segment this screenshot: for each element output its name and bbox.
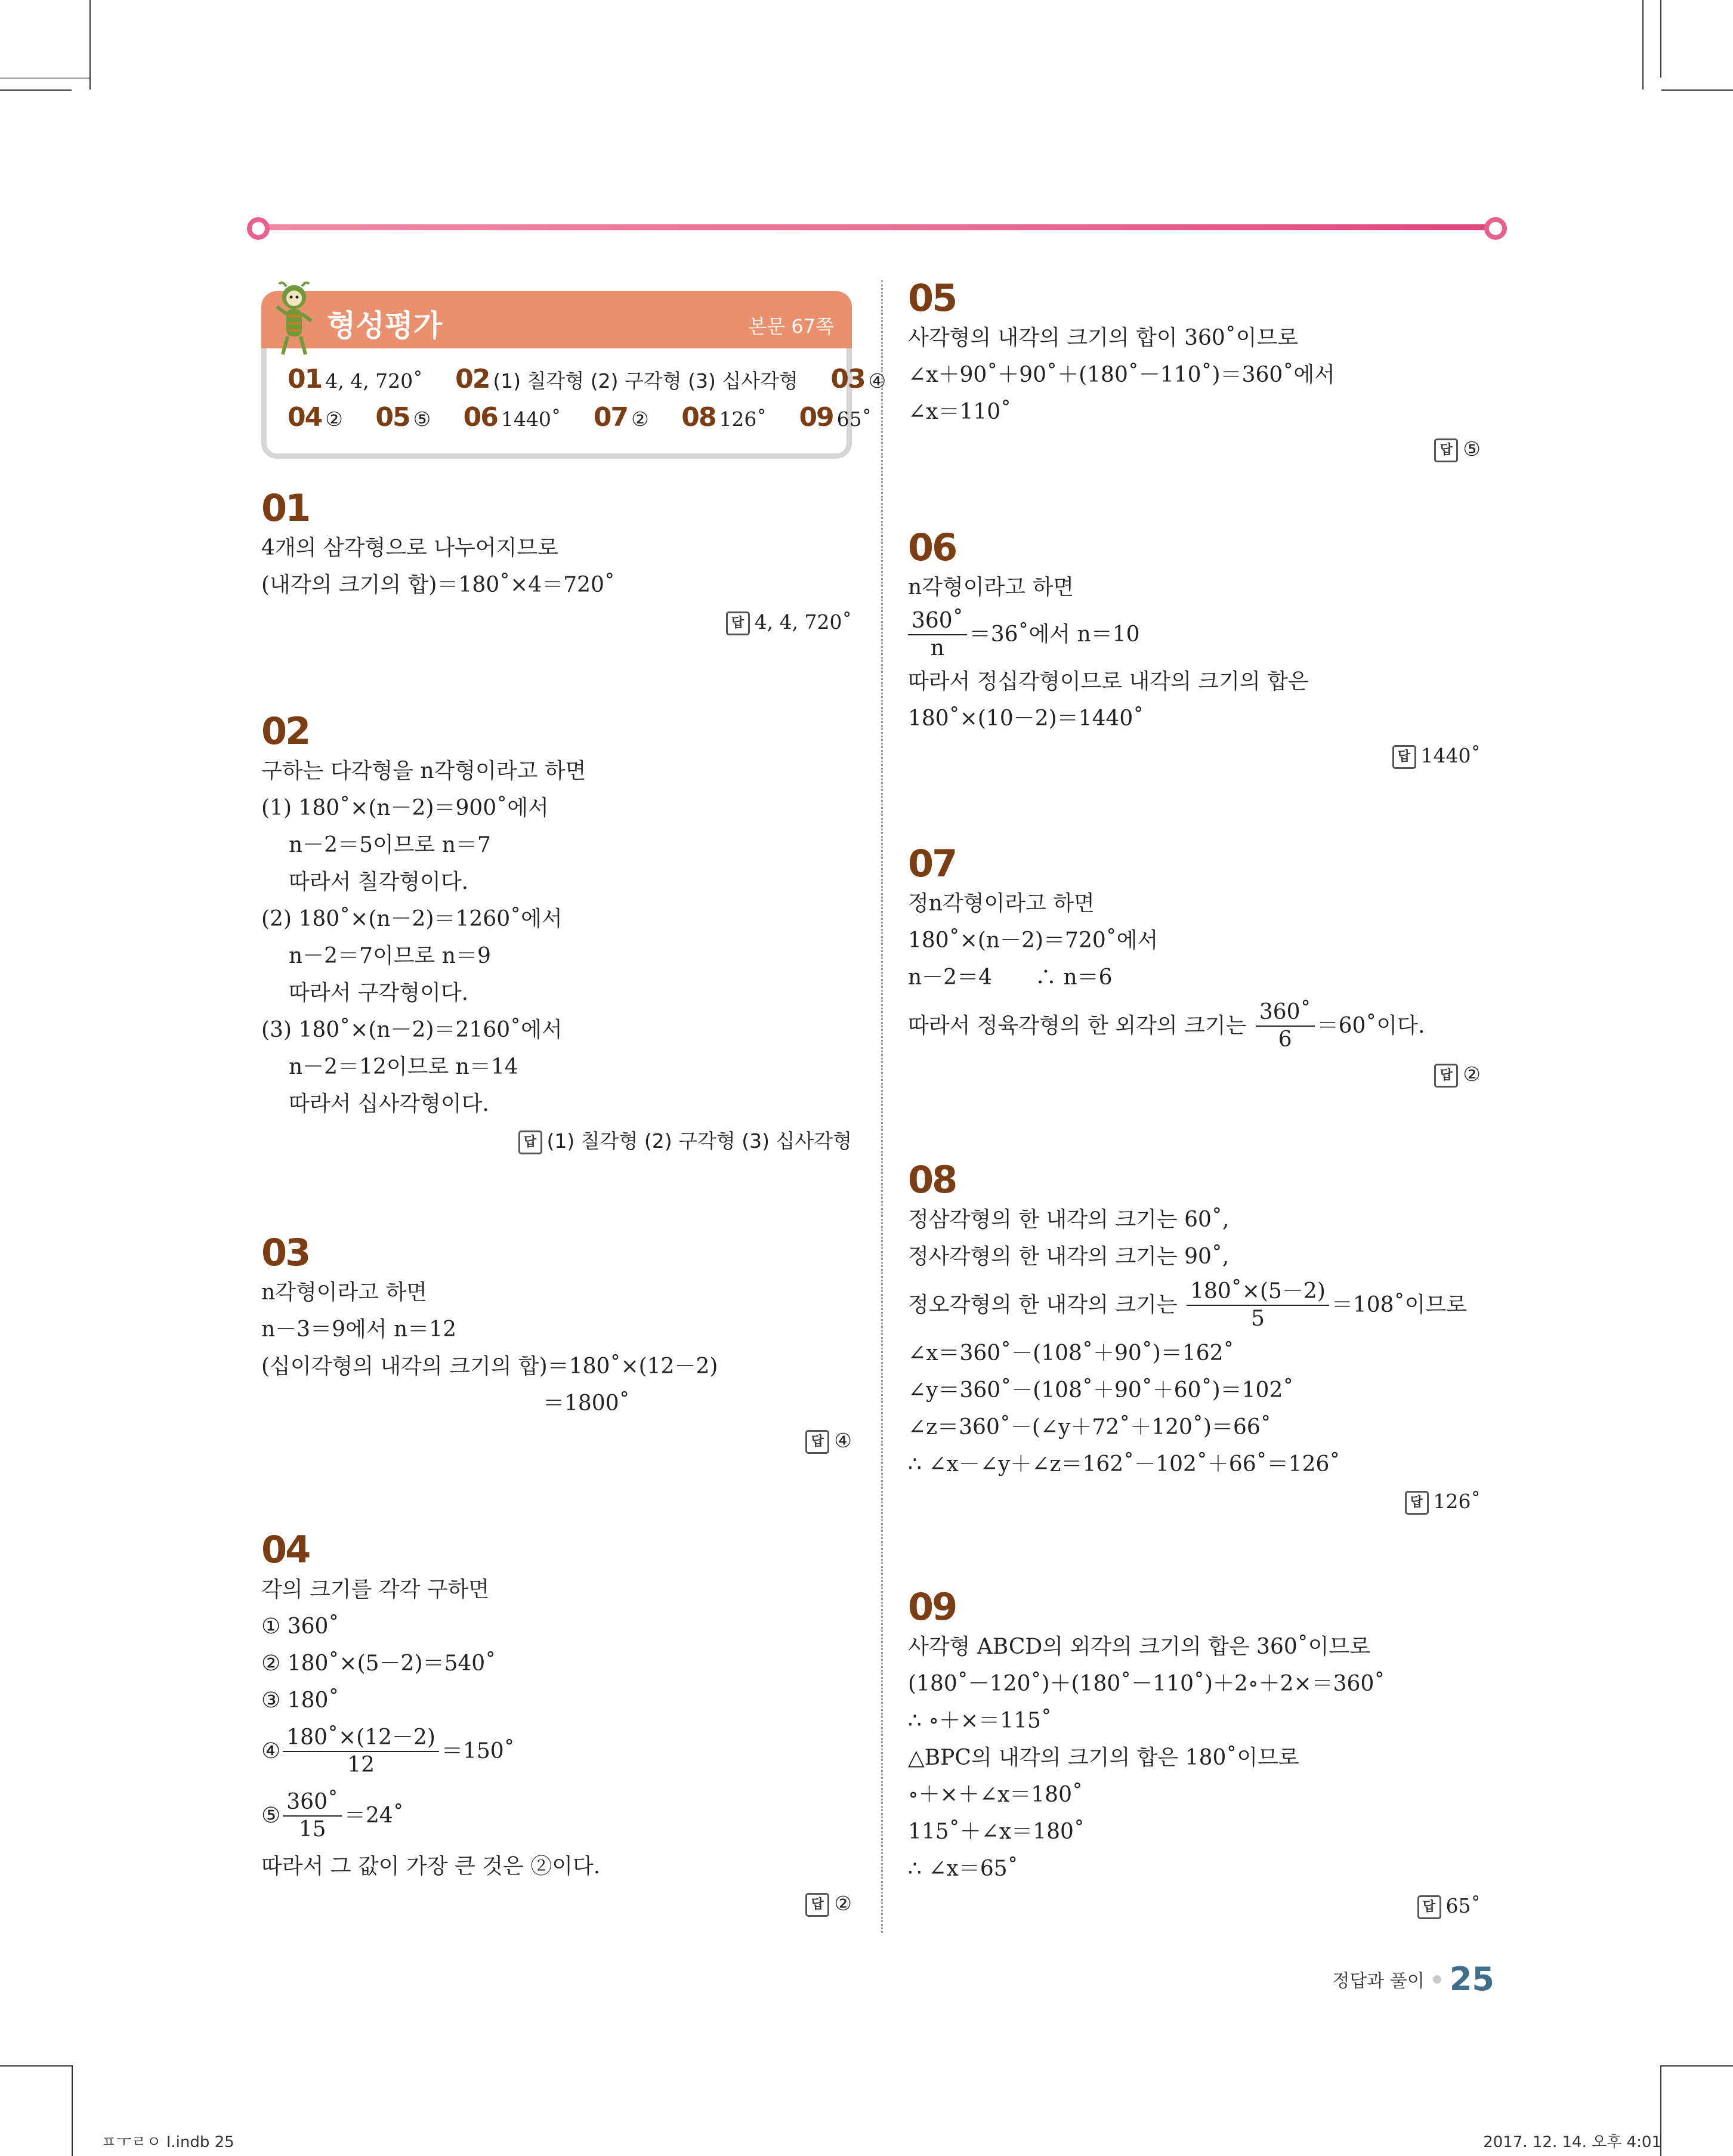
problem-number: 01 <box>261 486 310 530</box>
problem-01 <box>261 487 852 641</box>
solution-line: ∠x＋90˚＋90˚＋(180˚－110˚)＝360˚에서 <box>908 363 1335 387</box>
crop-mark <box>89 0 91 89</box>
solution-line: 정삼각형의 한 내각의 크기는 60˚, <box>908 1207 1230 1232</box>
answer: 답 126˚ <box>908 1483 1481 1520</box>
solution-line: (십이각형의 내각의 크기의 합)＝180˚×(12－2) <box>261 1354 718 1379</box>
bullet-icon <box>1433 1975 1441 1984</box>
answer: 답 65˚ <box>908 1888 1481 1925</box>
summary-box <box>261 291 886 465</box>
problem-number: 09 <box>908 1585 956 1629</box>
answer-mark-icon: 답 <box>726 611 750 635</box>
problem-number: 03 <box>261 1231 310 1274</box>
solution-line: ④ $\frac{180˚\times(12-2)}{12}$ ＝150˚ <box>261 1725 515 1777</box>
answer-mark-icon: 답 <box>1392 745 1416 769</box>
answer-mark-icon: 답 <box>805 1430 829 1454</box>
answer-mark-icon: 답 <box>1434 1064 1458 1088</box>
answer: 답 ⑤ <box>908 431 1481 468</box>
crop-mark <box>0 89 72 91</box>
solution-line: (3) 180˚×(n－2)＝2160˚에서 <box>261 1018 563 1042</box>
answer-mark-icon: 답 <box>805 1893 829 1917</box>
answer-mark-icon: 답 <box>1434 438 1458 462</box>
problem-09 <box>908 1586 1499 1925</box>
problem-number: 07 <box>908 842 956 885</box>
answer-number: 04 <box>288 402 322 433</box>
answer-number: 09 <box>799 402 833 433</box>
answer: 답 ④ <box>261 1422 852 1459</box>
print-slug-left: ㅍㅜㄹㅇ Ⅰ.indb 25 <box>101 2133 234 2151</box>
solution-line: 구하는 다각형을 n각형이라고 하면 <box>261 759 586 783</box>
answer-number: 07 <box>593 402 628 433</box>
solution-line: ② 180˚×(5－2)＝540˚ <box>261 1651 496 1676</box>
solution-line: n각형이라고 하면 <box>261 1280 428 1305</box>
answer-value: ⑤ <box>413 407 431 431</box>
solution-line: ③ 180˚ <box>261 1688 339 1713</box>
answer-number: 03 <box>830 364 865 394</box>
answer-value: 65˚ <box>836 407 872 431</box>
summary-row <box>288 364 912 394</box>
fraction: $\frac{360˚}{n}$ <box>908 608 967 662</box>
answer-number: 08 <box>681 402 716 433</box>
solution-line: n－3＝9에서 n＝12 <box>261 1317 456 1342</box>
solution-line: (내각의 크기의 합)＝180˚×4＝720˚ <box>261 573 615 597</box>
solution-line: (180˚－120˚)＋(180˚－110˚)＋2∘＋2×＝360˚ <box>908 1672 1385 1696</box>
solution-line: ∠x＝110˚ <box>908 400 1012 424</box>
problem-03 <box>261 1231 852 1459</box>
solution-line: △BPC의 내각의 크기의 합은 180˚이므로 <box>908 1746 1299 1770</box>
problem-02 <box>261 710 852 1160</box>
solution-line: $\frac{360˚}{n}$ ＝36˚에서 n＝10 <box>908 606 1499 663</box>
solution-line: 정n각형이라고 하면 <box>908 891 1095 916</box>
fraction: $\frac{180˚\times(12-2)}{12}$ <box>283 1725 439 1778</box>
crop-mark <box>1660 0 1661 78</box>
solution-line: ∠z＝360˚－(∠y＋72˚＋120˚)＝66˚ <box>908 1415 1271 1440</box>
answer-number: 02 <box>455 364 490 394</box>
solution-line: 정사각형의 한 내각의 크기는 90˚, <box>908 1244 1230 1269</box>
answer-value: 1440˚ <box>501 407 561 431</box>
print-slug-right: 2017. 12. 14. 오후 4:01 <box>1483 2133 1661 2151</box>
solution-line: 사각형의 내각의 크기의 합이 360˚이므로 <box>908 326 1299 350</box>
solution-line: 따라서 구각형이다. <box>289 981 469 1005</box>
problem-number: 02 <box>261 709 310 753</box>
answer-value: (1) 칠각형 (2) 구각형 (3) 십사각형 <box>493 369 798 393</box>
column-divider <box>881 280 883 1933</box>
problem-07 <box>908 842 1499 1093</box>
answer-value: ② <box>325 407 343 431</box>
answer-number: 06 <box>463 402 498 433</box>
answer-number: 05 <box>375 402 410 433</box>
solution-line: ∴ ∘＋×＝115˚ <box>908 1709 1052 1733</box>
problem-06 <box>908 526 1499 774</box>
solution-line: ∴ ∠x＝65˚ <box>908 1857 1018 1881</box>
answer: 답 1440˚ <box>908 737 1481 774</box>
answer-value: 4, 4, 720˚ <box>325 369 423 393</box>
solution-line: ∴ ∠x－∠y＋∠z＝162˚－102˚＋66˚＝126˚ <box>908 1452 1340 1477</box>
page-reference: 본문 67쪽 <box>748 315 834 338</box>
answer-mark-icon: 답 <box>1405 1491 1429 1515</box>
summary-title: 형성평가 <box>327 308 443 343</box>
problem-number: 05 <box>908 276 956 320</box>
solution-line: 각의 크기를 각각 구하면 <box>261 1577 490 1602</box>
solution-line: n－2＝5이므로 n＝7 <box>289 833 491 857</box>
solution-line: 180˚×(n－2)＝720˚에서 <box>908 928 1159 953</box>
solution-line: (2) 180˚×(n－2)＝1260˚에서 <box>261 907 563 931</box>
solution-line: ∘＋×＋∠x＝180˚ <box>908 1783 1083 1807</box>
answer-number: 01 <box>288 364 322 394</box>
crop-mark <box>0 2065 72 2067</box>
crop-mark <box>1661 2065 1733 2067</box>
solution-line: 따라서 정십각형이므로 내각의 크기의 합은 <box>908 669 1309 694</box>
solution-line: (1) 180˚×(n－2)＝900˚에서 <box>261 796 549 820</box>
answer-value: ② <box>631 407 649 431</box>
solution-line: 사각형 ABCD의 외각의 크기의 합은 360˚이므로 <box>908 1635 1371 1659</box>
solution-line: ∠y＝360˚－(108˚＋90˚＋60˚)＝102˚ <box>908 1378 1294 1403</box>
solution-line: 정오각형의 한 내각의 크기는 $\frac{180˚\times(5-2)}{5}$ ＝108˚이므로 <box>908 1279 1467 1331</box>
problem-number: 04 <box>261 1528 310 1571</box>
answer-value: 126˚ <box>719 407 767 431</box>
answer: 답 ② <box>261 1885 852 1922</box>
problem-08 <box>908 1159 1499 1520</box>
answer: 답 ② <box>908 1056 1481 1093</box>
fraction: $\frac{180˚\times(5-2)}{5}$ <box>1187 1278 1329 1332</box>
problem-number: 08 <box>908 1158 956 1201</box>
crop-mark <box>72 2065 73 2156</box>
problem-number: 06 <box>908 526 956 569</box>
solution-line: 180˚×(10－2)＝1440˚ <box>908 706 1144 731</box>
page-number: 25 <box>1449 1960 1494 1998</box>
solution-line: n－2＝4 ∴ n＝6 <box>908 965 1113 990</box>
summary-row <box>288 402 898 433</box>
answer: 답 (1) 칠각형 (2) 구각형 (3) 십사각형 <box>261 1123 852 1160</box>
page-footer <box>1332 1960 1494 1998</box>
solution-line: ⑤ $\frac{360˚}{15}$ ＝24˚ <box>261 1790 404 1842</box>
solution-line: ① 360˚ <box>261 1614 339 1639</box>
crop-mark <box>1642 0 1644 89</box>
solution-line: ＝1800˚ <box>543 1391 630 1416</box>
header-rule <box>251 221 1503 234</box>
answer: 답 4, 4, 720˚ <box>261 604 852 641</box>
answer-mark-icon: 답 <box>518 1130 542 1154</box>
solution-line: n각형이라고 하면 <box>908 575 1074 600</box>
problem-04 <box>261 1528 852 1922</box>
solution-line: 따라서 칠각형이다. <box>289 870 469 894</box>
solution-line: n－2＝7이므로 n＝9 <box>289 944 491 968</box>
footer-label: 정답과 풀이 <box>1332 1970 1425 1992</box>
solution-line: 따라서 십사각형이다. <box>289 1092 489 1116</box>
fraction: $\frac{360˚}{6}$ <box>1256 999 1315 1053</box>
crop-mark <box>0 78 89 79</box>
solution-line: n－2＝12이므로 n＝14 <box>289 1055 518 1079</box>
problem-05 <box>908 277 1499 468</box>
answer-value: ④ <box>868 369 886 393</box>
mascot-icon <box>273 280 315 358</box>
answer-mark-icon: 답 <box>1417 1895 1441 1919</box>
crop-mark <box>1661 89 1733 91</box>
solution-line: 115˚＋∠x＝180˚ <box>908 1820 1085 1844</box>
solution-line: 따라서 그 값이 가장 큰 것은 ②이다. <box>261 1854 601 1879</box>
solution-line: 4개의 삼각형으로 나누어지므로 <box>261 536 558 560</box>
fraction: $\frac{360˚}{15}$ <box>283 1789 342 1843</box>
solution-line: ∠x＝360˚－(108˚＋90˚)＝162˚ <box>908 1341 1234 1366</box>
solution-line: 따라서 정육각형의 한 외각의 크기는 $\frac{360˚}{6}$ ＝60˚이다. <box>908 1000 1425 1052</box>
